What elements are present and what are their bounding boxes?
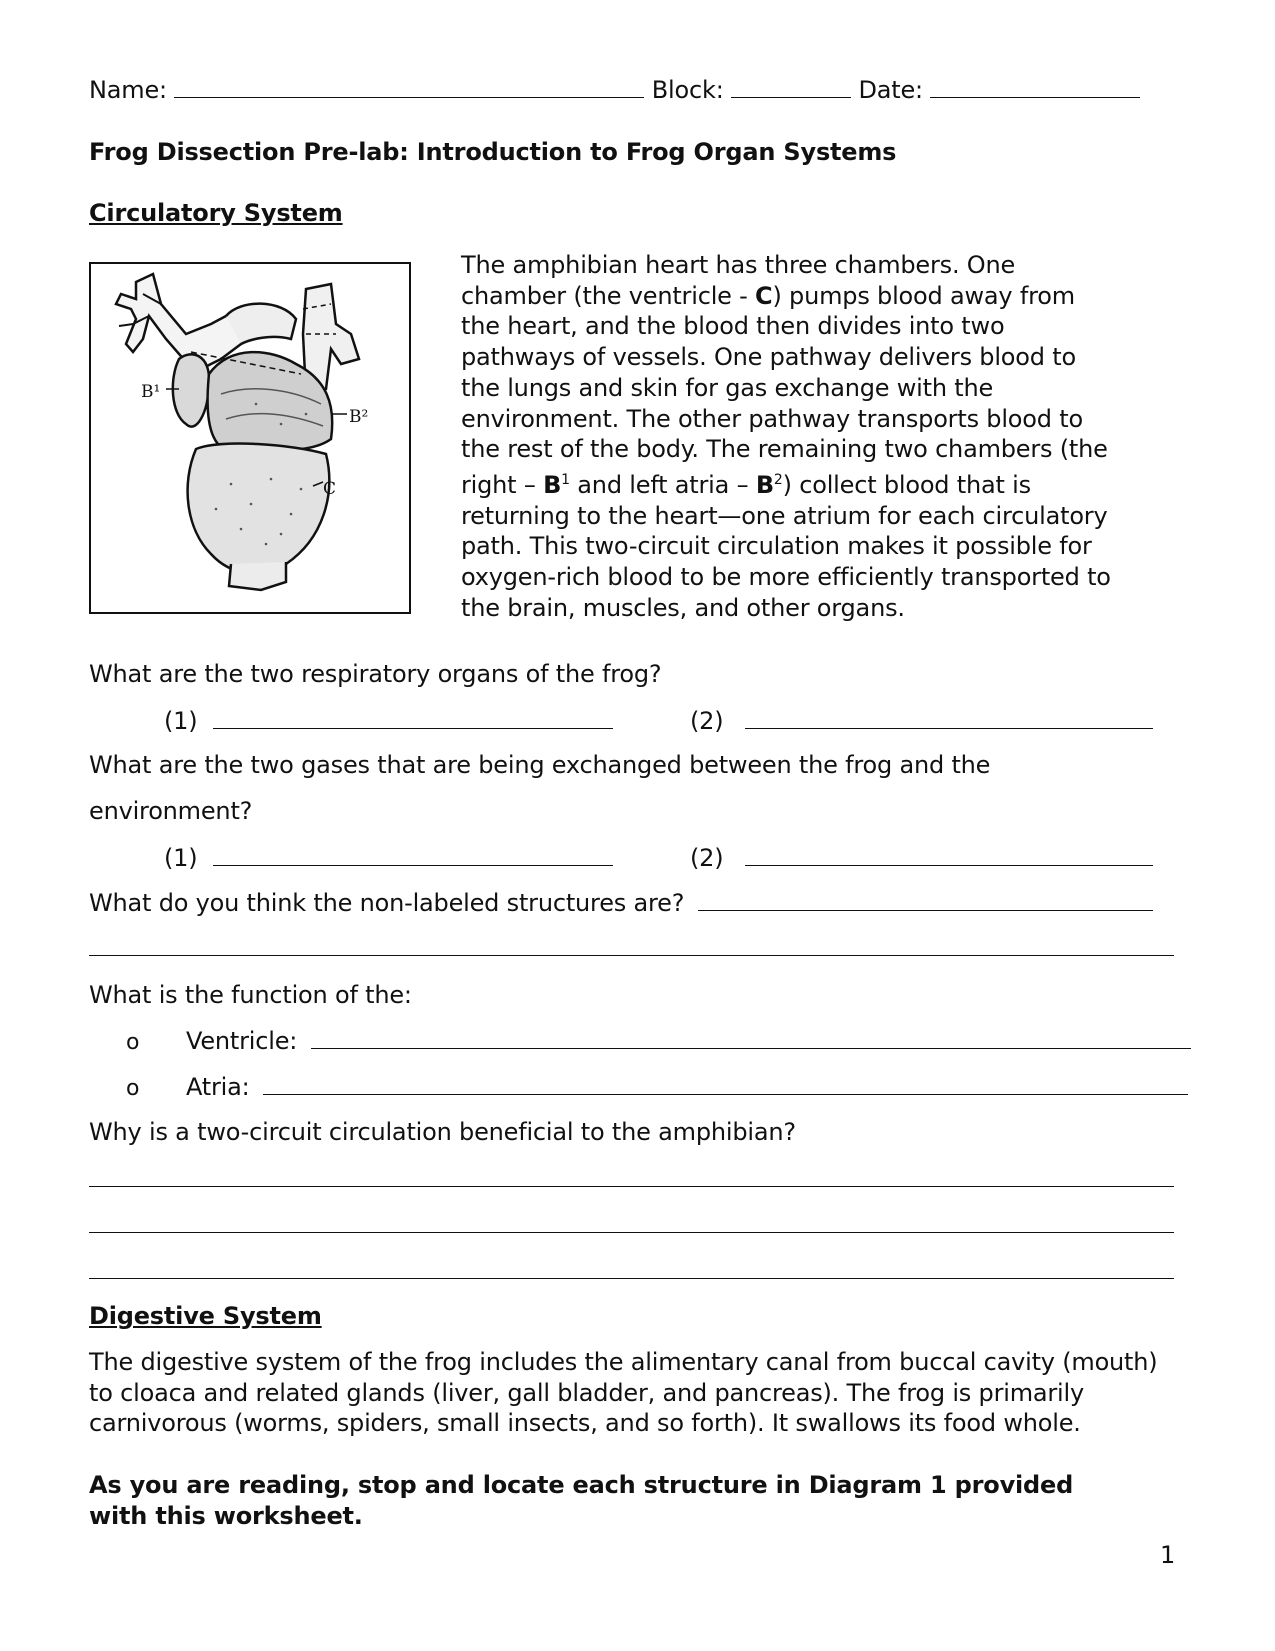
atria-label: Atria: (186, 1073, 250, 1101)
answer-number-2: (2) (690, 707, 724, 735)
question-non-labeled-text: What do you think the non-labeled structures are? (89, 889, 685, 917)
header-row (89, 75, 1140, 105)
ventricle-answer[interactable] (311, 1026, 1191, 1049)
para-b2-sup: 2 (773, 471, 783, 488)
non-labeled-answer-line-2[interactable] (89, 955, 1174, 956)
non-labeled-answer[interactable] (698, 888, 1153, 911)
digestive-heading: Digestive System (89, 1302, 322, 1330)
answer-number-1: (1) (164, 707, 198, 735)
two-circuit-answer-line-1[interactable] (89, 1186, 1174, 1187)
question-respiratory-organs: What are the two respiratory organs of the frog? (89, 660, 662, 688)
label-b2: B² (349, 407, 369, 427)
respiratory-answer-2[interactable] (745, 706, 1153, 729)
para-ventricle-c: C (755, 281, 773, 310)
date-label: Date: (858, 76, 923, 104)
heart-figure (89, 262, 411, 614)
page-number: 1 (1160, 1541, 1176, 1569)
answer-row-respiratory-2 (690, 706, 1153, 736)
ventricle-label: Ventricle: (186, 1027, 298, 1055)
page-title: Frog Dissection Pre-lab: Introduction to Frog Organ Systems (89, 138, 897, 166)
circulatory-paragraph (461, 250, 1121, 623)
bullet: o (126, 1030, 140, 1055)
question-gases-line2: environment? (89, 797, 253, 825)
circulatory-heading: Circulatory System (89, 199, 343, 227)
para-text-1: The amphibian heart has three chambers. One chamber (the ventricle - (461, 251, 1016, 310)
diagram-instruction: As you are reading, stop and locate each structure in Diagram 1 provided with this worksheet. (89, 1471, 1074, 1530)
digestive-paragraph: The digestive system of the frog includes the alimentary canal from buccal cavity (mouth) to cloaca and related glands (liver, gall bladder, and pancreas). The frog is primarily carnivorous (worms, spiders, small insects, and so forth). It swallows its food whole. (89, 1348, 1158, 1438)
two-circuit-answer-line-3[interactable] (89, 1278, 1174, 1279)
label-c: C (323, 479, 337, 499)
block-blank[interactable] (731, 75, 851, 98)
para-text-4: ) collect blood that is returning to the heart—one atrium for each circulatory path. This two-circuit circulation makes it possible for oxygen-rich blood to be more efficiently transported to the brain, muscles, and other organs. (461, 470, 1111, 622)
gas-answer-1[interactable] (213, 843, 613, 866)
para-b1: B (543, 470, 562, 499)
date-blank[interactable] (930, 75, 1140, 98)
para-text-2: ) pumps blood away from the heart, and the blood then divides into two pathways of vessels. One pathway delivers blood to the lungs and skin for gas exchange with the environment. The other pathway transports blood to the rest of the body. The remaining two chambers (the right – (461, 281, 1108, 499)
two-circuit-answer-line-2[interactable] (89, 1232, 1174, 1233)
para-b2: B (755, 470, 774, 499)
name-blank[interactable] (174, 75, 644, 98)
frog-heart-drawing (91, 264, 409, 612)
gas-answer-2[interactable] (745, 843, 1153, 866)
bullet: o (126, 1076, 140, 1101)
answer-row-gases (164, 843, 613, 873)
label-b1: B¹ (141, 382, 161, 402)
atria-answer[interactable] (263, 1072, 1188, 1095)
para-b1-sup: 1 (561, 471, 570, 488)
ventricle-row (126, 1026, 1191, 1058)
question-gases-line1: What are the two gases that are being exchanged between the frog and the (89, 751, 991, 779)
respiratory-answer-1[interactable] (213, 706, 613, 729)
answer-row-respiratory (164, 706, 613, 736)
para-text-3: and left atria – (569, 470, 756, 499)
answer-number-2: (2) (690, 844, 724, 872)
question-non-labeled (89, 888, 1153, 918)
answer-row-gases-2 (690, 843, 1153, 873)
question-two-circuit: Why is a two-circuit circulation beneficial to the amphibian? (89, 1118, 796, 1146)
answer-number-1: (1) (164, 844, 198, 872)
block-label: Block: (651, 76, 724, 104)
name-label: Name: (89, 76, 167, 104)
atria-row (126, 1072, 1188, 1104)
question-function: What is the function of the: (89, 981, 412, 1009)
